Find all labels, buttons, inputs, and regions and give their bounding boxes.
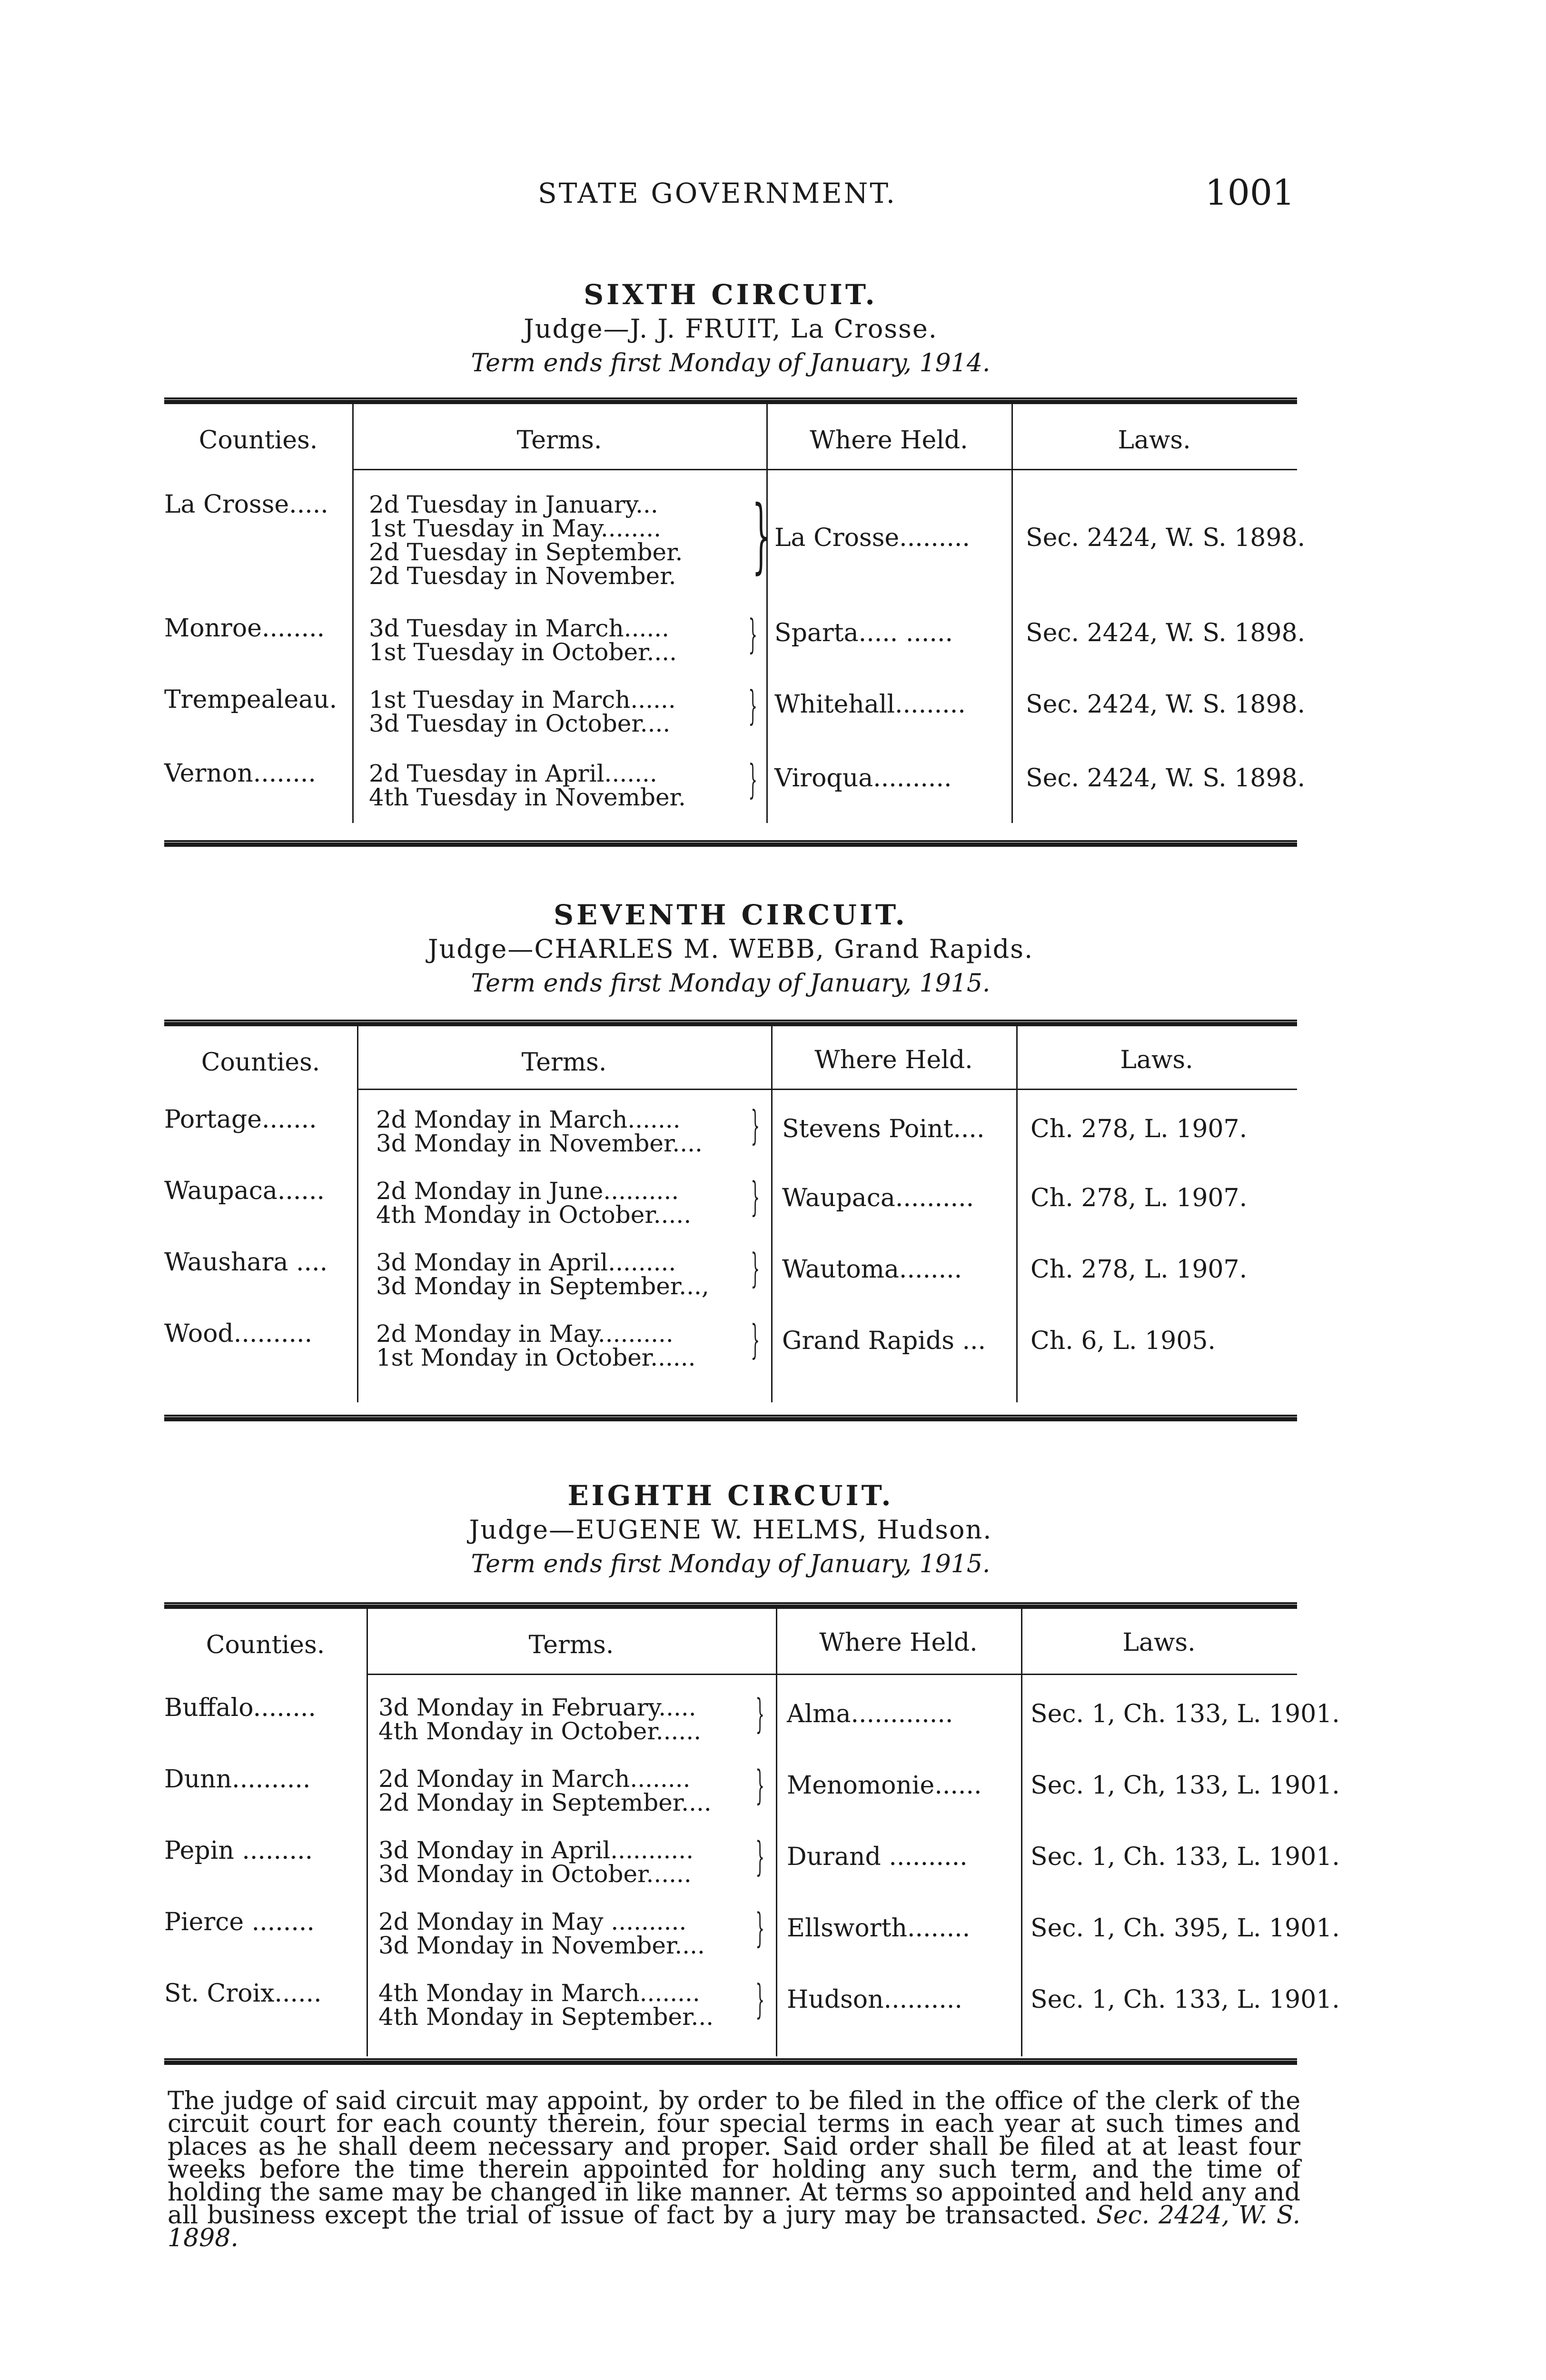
right-brace-icon: }: [748, 756, 758, 803]
law-citation: Ch. 278, L. 1907.: [1031, 1184, 1248, 1212]
seventh-circuit-section: [164, 899, 1297, 1443]
law-citation: Ch. 278, L. 1907.: [1031, 1255, 1248, 1284]
where-held: Hudson..........: [787, 1985, 962, 2014]
terms-list: [376, 1322, 696, 1369]
terms-list: [369, 688, 676, 735]
footnote-citation: Sec. 2424, W. S. 1898.: [168, 2201, 1301, 2252]
judge-line: Judge—J. J. FRUIT, La Crosse.: [524, 314, 938, 344]
column-header-laws: Laws.: [1122, 1628, 1196, 1657]
circuit-table: [164, 1602, 1340, 2078]
terms-list: [369, 616, 677, 664]
circuit-table: [164, 397, 1306, 873]
column-header-terms: Terms.: [521, 1048, 607, 1077]
footnote: [168, 2087, 1301, 2252]
right-brace-icon: }: [751, 1316, 760, 1363]
column-header-terms: Terms.: [516, 426, 602, 455]
right-brace-icon: }: [755, 1976, 765, 2023]
where-held: Sparta..... ......: [774, 619, 953, 647]
footnote-text: The judge of said circuit may appoint, by order to be filed in the office of the clerk of the circuit court for each county therein, four special terms in each year at such times and places as he shall deem necessary and proper. Said order shall be filed at at least four weeks before the time therein appointed for holding any such term, and the time of holding the same may be changed in like manner. At terms so appointed and held any and all business except the trial of issue of fact by a jury may be transacted.: [168, 2087, 1300, 2230]
running-head: [162, 172, 1295, 215]
where-held: Whitehall.........: [774, 690, 966, 719]
county-name: Pepin .........: [164, 1836, 313, 1865]
terms-list: [369, 762, 686, 809]
terms-list: [378, 1767, 712, 1815]
term-entry: 2d Monday in June..........: [376, 1177, 679, 1205]
column-divider: [357, 1026, 358, 1402]
term-entry: 3d Monday in April...........: [378, 1836, 694, 1864]
term-entry: 4th Monday in September...: [378, 2003, 714, 2031]
county-name: Dunn..........: [164, 1765, 311, 1794]
terms-list: [369, 493, 683, 588]
column-divider: [776, 1609, 777, 2056]
where-held: Menomonie......: [787, 1771, 982, 1800]
term-entry: 3d Monday in February.....: [378, 1694, 696, 1721]
county-name: Buffalo........: [164, 1694, 316, 1722]
circuit-title: SEVENTH CIRCUIT.: [554, 899, 908, 931]
term-entry: 3d Tuesday in October....: [369, 710, 671, 737]
column-divider: [766, 404, 768, 823]
law-citation: Ch. 6, L. 1905.: [1031, 1327, 1216, 1355]
header-rule: [352, 469, 1297, 470]
column-divider: [1011, 404, 1013, 823]
county-name: Wood..........: [164, 1319, 313, 1348]
law-citation: Sec. 2424, W. S. 1898.: [1026, 524, 1306, 552]
term-entry: 4th Tuesday in November.: [369, 783, 686, 811]
terms-list: [378, 1981, 714, 2029]
county-name: Trempealeau.: [164, 685, 337, 714]
term-entry: 1st Tuesday in March......: [369, 686, 676, 714]
circuit-title: EIGHTH CIRCUIT.: [567, 1479, 894, 1512]
page-number: 1001: [1205, 172, 1295, 213]
law-citation: Sec. 2424, W. S. 1898.: [1026, 764, 1306, 793]
term-ends-line: Term ends first Monday of January, 1915.: [471, 1550, 991, 1578]
where-held: La Crosse.........: [774, 524, 970, 552]
circuit-table: [164, 1020, 1297, 1443]
judge-line: Judge—CHARLES M. WEBB, Grand Rapids.: [427, 934, 1034, 964]
column-header-counties: Counties.: [206, 1631, 325, 1659]
where-held: Ellsworth........: [787, 1914, 971, 1943]
right-brace-icon: }: [755, 1833, 765, 1880]
right-brace-icon: }: [751, 1102, 760, 1149]
circuit-title: SIXTH CIRCUIT.: [584, 278, 878, 311]
term-entry: 3d Monday in November....: [378, 1932, 705, 1959]
right-brace-icon: }: [748, 611, 758, 657]
column-divider: [1016, 1026, 1018, 1402]
table-bottom-rule: [164, 840, 1297, 847]
terms-list: [378, 1838, 694, 1886]
term-entry: 2d Monday in September....: [378, 1789, 712, 1816]
eighth-circuit-section: [164, 1479, 1340, 2078]
terms-list: [376, 1250, 709, 1298]
where-held: Waupaca..........: [782, 1184, 974, 1212]
column-header-laws: Laws.: [1118, 426, 1191, 455]
term-entry: 3d Monday in November....: [376, 1130, 703, 1157]
column-header-where-held: Where Held.: [810, 426, 968, 455]
terms-list: [376, 1179, 691, 1227]
column-header-where-held: Where Held.: [819, 1628, 978, 1657]
terms-list: [378, 1696, 701, 1743]
law-citation: Sec. 1, Ch, 133, L. 1901.: [1031, 1771, 1340, 1800]
law-citation: Sec. 1, Ch. 133, L. 1901.: [1031, 1985, 1340, 2014]
table-top-rule: [164, 397, 1297, 404]
terms-list: [378, 1910, 705, 1957]
county-name: La Crosse.....: [164, 490, 328, 519]
law-citation: Sec. 2424, W. S. 1898.: [1026, 619, 1306, 647]
term-entry: 4th Monday in October......: [378, 1717, 702, 1745]
sixth-circuit-section: [164, 278, 1306, 873]
running-title: STATE GOVERNMENT.: [538, 177, 897, 209]
term-entry: 3d Monday in April.........: [376, 1249, 676, 1276]
term-entry: 2d Tuesday in September.: [369, 538, 683, 566]
term-entry: 2d Monday in March........: [378, 1765, 691, 1793]
term-entry: 2d Monday in May ..........: [378, 1908, 687, 1935]
column-header-counties: Counties.: [198, 426, 318, 455]
table-top-rule: [164, 1602, 1297, 1609]
where-held: Durand ..........: [787, 1843, 968, 1871]
county-name: Pierce ........: [164, 1908, 315, 1936]
table-bottom-rule: [164, 1415, 1297, 1421]
right-brace-icon: }: [755, 1904, 765, 1951]
where-held: Wautoma........: [782, 1255, 962, 1284]
column-divider: [352, 404, 354, 823]
term-entry: 2d Tuesday in April.......: [369, 760, 657, 787]
county-name: St. Croix......: [164, 1979, 322, 2008]
column-header-where-held: Where Held.: [814, 1046, 973, 1074]
term-entry: 2d Tuesday in November.: [369, 562, 676, 590]
header-rule: [367, 1674, 1297, 1675]
county-name: Waupaca......: [164, 1177, 325, 1205]
term-entry: 1st Monday in October......: [376, 1344, 696, 1371]
right-brace-icon: }: [755, 1690, 765, 1737]
term-entry: 1st Tuesday in October....: [369, 638, 677, 666]
term-entry: 2d Tuesday in January...: [369, 491, 658, 518]
where-held: Viroqua..........: [774, 764, 952, 793]
terms-list: [376, 1108, 703, 1155]
column-header-counties: Counties.: [201, 1048, 320, 1077]
term-entry: 4th Monday in October.....: [376, 1201, 692, 1229]
header-rule: [357, 1089, 1297, 1090]
table-top-rule: [164, 1020, 1297, 1026]
term-entry: 2d Monday in March.......: [376, 1106, 681, 1133]
law-citation: Sec. 1, Ch. 133, L. 1901.: [1031, 1843, 1340, 1871]
law-citation: Ch. 278, L. 1907.: [1031, 1115, 1248, 1143]
term-entry: 3d Monday in September...,: [376, 1272, 709, 1300]
column-divider: [367, 1609, 368, 2056]
county-name: Waushara ....: [164, 1248, 328, 1277]
column-header-terms: Terms.: [528, 1631, 614, 1659]
judge-line: Judge—EUGENE W. HELMS, Hudson.: [469, 1515, 992, 1545]
term-entry: 1st Tuesday in May........: [369, 515, 662, 542]
where-held: Alma.............: [787, 1700, 953, 1728]
law-citation: Sec. 1, Ch. 395, L. 1901.: [1031, 1914, 1340, 1943]
term-entry: 3d Tuesday in March......: [369, 615, 670, 642]
law-citation: Sec. 1, Ch. 133, L. 1901.: [1031, 1700, 1340, 1728]
where-held: Stevens Point....: [782, 1115, 985, 1143]
term-entry: 4th Monday in March........: [378, 1979, 700, 2007]
column-divider: [1021, 1609, 1022, 2056]
county-name: Vernon........: [164, 759, 316, 788]
right-brace-icon: }: [748, 682, 758, 729]
right-brace-icon: }: [751, 1173, 760, 1220]
column-header-laws: Laws.: [1120, 1046, 1193, 1074]
law-citation: Sec. 2424, W. S. 1898.: [1026, 690, 1306, 719]
county-name: Portage.......: [164, 1105, 317, 1134]
term-entry: 2d Monday in May..........: [376, 1320, 674, 1348]
county-name: Monroe........: [164, 614, 325, 643]
right-brace-icon: }: [751, 1245, 760, 1291]
column-divider: [771, 1026, 773, 1402]
right-brace-icon: }: [755, 1762, 765, 1808]
table-bottom-rule: [164, 2058, 1297, 2065]
term-ends-line: Term ends first Monday of January, 1914.: [471, 349, 991, 377]
where-held: Grand Rapids ...: [782, 1327, 986, 1355]
term-ends-line: Term ends first Monday of January, 1915.: [471, 969, 991, 998]
term-entry: 3d Monday in October......: [378, 1860, 692, 1888]
right-brace-icon: }: [752, 488, 771, 583]
